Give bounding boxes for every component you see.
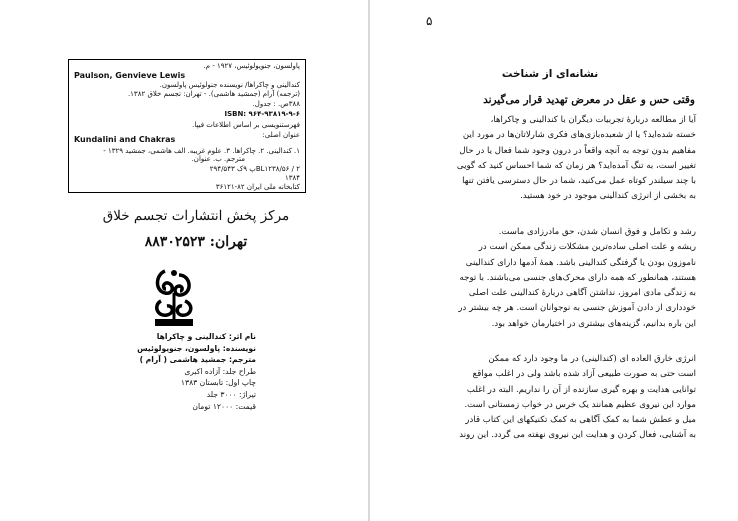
paragraph-3	[400, 352, 696, 444]
catalog-line: عنوان اصلی:	[262, 131, 300, 139]
cataloging-box	[68, 59, 306, 193]
imprint-cover-design: طراح جلد: آزاده اکبری	[184, 366, 256, 376]
catalog-line: ۱۳۸۴	[284, 174, 300, 182]
chapter-title: نشانه‌ای از شناخت	[501, 68, 599, 80]
imprint-title: نام اثر: کندالینی و چاکراها	[156, 332, 256, 341]
text-line: موارد این نیروی عظیم همانند یک خرس در خواب زمستانی است.	[464, 399, 696, 410]
publisher-phone: تهران: ۸۸۳۰۲۵۲۳	[144, 234, 248, 250]
text-line: به آشنایی، فعال کردن و هدایت این نیروی نهفته می گردد. این روند	[459, 430, 696, 441]
text-line: توانایی هدایت و بهره گیری سازنده از آن را نداریم. البته در اغلب	[466, 384, 696, 395]
paragraph-1	[400, 113, 696, 205]
catalog-line: فهرستنویسی بر اساس اطلاعات فیپا.	[192, 121, 300, 129]
catalog-line: پاولسون، جنویولوئیس، ۱۹۲۷ - م.	[203, 62, 300, 70]
paragraph-2	[400, 225, 696, 332]
catalog-line: مترجم. ب. عنوان.	[191, 155, 245, 163]
imprint-circulation: تیراژ: ۳۰۰۰ جلد	[206, 389, 256, 399]
text-line: مفاهیم بدون توجه به آنچه واقعاً در درون وجود شما فعال یا در حال	[459, 145, 696, 156]
catalog-line: (ترجمه) آرام (جمشید هاشمی). - تهران: تجسم خلاق ۱۳۸۲.	[127, 90, 300, 98]
catalog-line: BL۱۲۳۸/۵۶ / ۲پ ۹ک ۲۹۴/۵۴۳	[209, 165, 300, 173]
text-line: هستند، همانطور که همه دارای محرک‌های جنسی می‌باشند. با توجه	[459, 272, 696, 283]
catalog-line: ۳۸۸ص. : جدول.	[252, 100, 300, 108]
text-line: تغییر است، به تنگ آمده‌اید؟ هر زمان که شما احساس کنید که گویی	[456, 160, 696, 171]
text-line: با چند سیلندر کوتاه عمل می‌کنید، شما در حال دسترسی یافتن تنها	[462, 176, 696, 187]
text-line: این باره بدانیم، گزینه‌های بیشتری در اختیارمان خواهد بود.	[491, 318, 696, 329]
text-line: به زندگی مادی امروز، نداشتن آگاهی دربارهٔ کندالینی علت اصلی	[468, 288, 696, 299]
imprint-first-print: چاپ اول: تابستان ۱۳۸۳	[180, 378, 256, 388]
section-heading: وقتی حس و عقل در معرض تهدید قرار می‌گیرند	[483, 94, 695, 106]
text-line: خودداری از دادن آموزش جنسی به نوجوانان است. هر چه بیشتر در	[458, 303, 696, 314]
publisher-name: مرکز پخش انتشارات تجسم خلاق	[102, 208, 290, 224]
text-line: است حتی به صورت طبیعی آزاد شده باشد ولی در اغلب مواقع	[472, 369, 696, 380]
imprint-translator: مترجم: جمشید هاشمی ( آرام )	[139, 355, 256, 365]
catalog-line-english-title: Kundalini and Chakras	[74, 135, 176, 144]
imprint-author: نویسنده: پاولسون، جنویولوئیس	[137, 343, 256, 353]
text-line: میل و عطش شما به کمک آگاهی به کمک تکنیکهای این کتاب قادر	[465, 415, 696, 426]
catalog-line-national-library: کتابخانه ملی ایران ۸۲-۳۶۱۲۱	[215, 183, 300, 191]
publisher-logo-icon	[151, 265, 197, 329]
page-number: ۵	[426, 14, 433, 28]
catalog-line: کندالینی و چاکراها/ نویسنده جنولوئیس پاولسون.	[159, 81, 300, 89]
text-line: خسته شده‌اید؟ یا از شعبده‌بازی‌های فکری شارلاتان‌ها در مورد این	[462, 130, 696, 141]
catalog-line-english-author: Paulson, Genvieve Lewis	[74, 71, 186, 80]
text-line: ناموزون بودن یا گرفتگی کندالینی باشد. همهٔ آدمها دارای کندالینی	[465, 257, 696, 268]
imprint-block	[40, 331, 256, 412]
text-line: ریشه و علت اصلی ساده‌ترین مشکلات زندگی ممکن است در	[478, 242, 696, 253]
catalog-line-isbn: ISBN: ۹۶۴-۹۳۸۱۹-۹-۶	[224, 110, 300, 118]
text-line: رشد و تکامل و فوق انسان شدن، حق مادرزادی ماست.	[498, 227, 696, 237]
imprint-price: قیمت: ۱۲۰۰۰ تومان	[192, 401, 256, 411]
text-line: به بخشی از انرژی کندالینی موجود در خود هستید.	[520, 191, 696, 202]
text-line: آیا از مطالعه دربارهٔ تجربیات دیگران با کندالینی و چاکراها،	[490, 115, 696, 125]
catalog-line: ۱. کندالینی. ۲. چاکراها. ۳. علوم غریبه. الف هاشمی، جمشید ۱۳۲۹ -	[103, 147, 300, 155]
text-line: انرژی خارق العاده ای (کندالینی) در ما وجود دارد که ممکن	[488, 354, 696, 364]
